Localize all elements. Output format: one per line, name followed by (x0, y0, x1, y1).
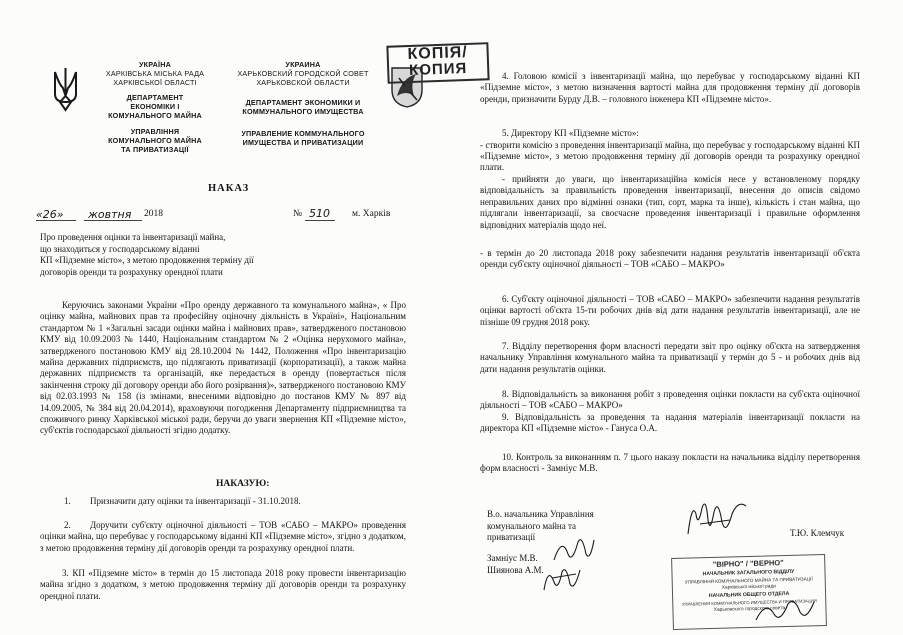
header-ua-dept-2: ЕКОНОМІКИ І (130, 102, 180, 111)
order-number-underline (305, 220, 335, 221)
item-2-text: Доручити суб'єкту оціночної діяльності – ТОВ «САБО – МАКРО» проведення оцінки майна, що перебуває у господарському віданні КП «Підземне місто», згідно з додатком, з метою продовження терміну дії договорів оренди та розрахунку орендної плати. (40, 520, 406, 553)
header-ua-admin-3: ТА ПРИВАТИЗАЦІЇ (121, 145, 189, 154)
stamp-line-4: НАЧАЛЬНИК ОБЩЕГО ОТДЕЛА (708, 590, 790, 600)
header-ua-dept-3: КОМУНАЛЬНОГО МАЙНА (108, 111, 202, 120)
signatory-position-line-3: приватизації (487, 532, 536, 542)
header-ua-country: УКРАЇНА (139, 60, 171, 69)
order-number: 510 (309, 207, 330, 220)
signatory-position-line-1: В.о. начальника Управління (487, 509, 594, 519)
header-ru-admin-1: УПРАВЛЕНИЕ КОММУНАЛЬНОГО (241, 129, 365, 138)
approver-1: Замніус М.В. (487, 553, 538, 563)
copy-stamp (386, 42, 489, 84)
approver-signature-2 (540, 560, 584, 596)
header-ru-admin-2: ИМУЩЕСТВА И ПРИВАТИЗАЦИИ (242, 138, 364, 147)
order-subject-line-4: договорів оренди та розрахунку орендної плати (40, 266, 223, 277)
order-title: НАКАЗ (208, 183, 250, 194)
header-ua-admin-2: КОМУНАЛЬНОГО МАЙНА (108, 136, 202, 145)
order-city: м. Харків (352, 209, 391, 219)
copy-stamp-line-2: КОПИЯ (408, 59, 468, 80)
preamble-paragraph: Керуючись законами України «Про оренду державного та комунального майна», « Про оцінку майна, майнових прав та професійну оціночну діяльність в Україні», Національним стандартом № 1 «Загальні засади оцінки майна і майнових прав», затвердженого постановою КМУ від 10.09.2003 № 1440, Національним стандартом № 2 «Оцінка нерухомого майна», затвердженого постановою КМУ від 28.10.2004 № 1442, Положення «Про інвентаризацію майна державних підприємств, що підлягають приватизації (корпоратизації), а також майна державних підприємств та організацій, яке передається в оренду (повертається після закінчення строку дії договору оренди або його розірвання)», затвердженого постановою КМУ від 02.03.1993 № 158 (із змінами, внесеними відповідно до постанов КМУ № 897 від 14.09.2005, № 384 від 20.04.2014), враховуючи погодження Департаменту підприємництва та споживчого ринку Харківської міської ради, беручи до уваги звернення КП «Підземне місто», суб'єктів господарської діяльності згідно додатку. (40, 300, 406, 436)
header-ua-council: ХАРКІВСЬКА МІСЬКА РАДА (105, 69, 205, 78)
header-ua-region: ХАРКІВСЬКОЇ ОБЛАСТІ (113, 78, 197, 87)
signatory-position-line-2: комунального майна та (487, 520, 577, 531)
stamp-line-5: УПРАВЛЕНИЯ КОММУНАЛЬНОГО ИМУЩЕСТВА И ПРИВАТИЗАЦИИ (681, 598, 817, 607)
header-ua-dept-1: ДЕПАРТАМЕНТ (126, 93, 184, 102)
order-date-year: 2018 (144, 209, 163, 219)
item-1-text: Призначити дату оцінки та інвентаризації - 31.10.2018. (90, 496, 301, 506)
header-ru-dept-1: ДЕПАРТАМЕНТ ЭКОНОМИКИ И (245, 98, 361, 107)
order-date-month-underline (84, 220, 142, 221)
stamp-signature (752, 596, 816, 626)
item-5-subitem-c: - в термін до 20 листопада 2018 року забезпечити надання результатів інвентаризації об'єкта оренди суб'єкту оціночної діяльності – ТОВ «САБО – МАКРО» (480, 248, 860, 270)
item-8-text: 8. Відповідальність за виконання робіт з проведення оцінки покласти на суб'єкта оціночної діяльності – ТОВ «САБО – МАКРО» (480, 389, 860, 411)
item-1-number: 1. (64, 496, 71, 506)
header-ru-country: УКРАИНА (285, 60, 321, 69)
stamp-title: "ВІРНО" / "ВЕРНО" (712, 558, 784, 569)
item-5-heading: 5. Директору КП «Підземне місто»: (502, 128, 639, 138)
signatory-name: Т.Ю. Клемчук (790, 528, 845, 538)
approver-2: Шиянова А.М. (487, 564, 544, 575)
header-ru-region: ХАРЬКОВСКОЙ ОБЛАСТИ (256, 78, 350, 87)
item-7-text: 7. Відділу перетворення форм власності передати звіт про оцінку об'єкта на затвердження начальнику Управління комунального майна та приватизації у термін до 5 - и робочих днів від дати надання результатів оцінки. (480, 341, 860, 374)
item-3-text: 3. КП «Підземне місто» в термін до 15 листопада 2018 року провести інвентаризацію майна згідно з додатком, з метою продовження терміну дії договорів оренди та розрахунку орендної плати. (40, 568, 406, 601)
copy-stamp-line-1: КОПІЯ/ (407, 43, 468, 64)
order-number-prefix: № (293, 209, 303, 219)
order-date-month: жовтня (88, 208, 132, 221)
stamp-line-3: Харківської міської ради (721, 584, 777, 591)
header-ru-dept-2: КОММУНАЛЬНОГО ИМУЩЕСТВА (242, 107, 364, 116)
orders-heading: НАКАЗУЮ: (216, 479, 270, 489)
item-5-subitem-b: - прийняти до уваги, що інвентаризаційна комісія несе у встановленому порядку відповідальність за правильність проведення інвентаризації, внесення до описів свідомо неправильних даних про відмінні ознаки (тип, сорт, марка та інше), кількість і стан майна, що підлягали інвентаризації, за своєчасне проведення інвентаризації і правильне оформлення відповідних матеріалів щодо неї. (480, 174, 860, 230)
header-ru-council: ХАРЬКОВСКИЙ ГОРОДСКОЙ СОВЕТ (237, 69, 369, 78)
stamp-line-2: УПРАВЛІННЯ КОМУНАЛЬНОГО МАЙНА ТА ПРИВАТИЗАЦІЇ (684, 576, 813, 585)
item-5-subitem-a: - створити комісію з проведення інвентаризації майна, що перебуває у господарському віданні КП «Підземне місто», з метою продовження терміну дії договорів оренди та розрахунку орендної плати. (480, 139, 860, 173)
ukraine-trident-icon (52, 66, 79, 112)
item-10-text: 10. Контроль за виконанням п. 7 цього наказу покласти на начальника відділу перетворення форм власності - Замніус М.В. (480, 452, 860, 474)
order-date-day-underline (36, 220, 76, 221)
order-date-day: «26» (36, 208, 64, 221)
header-ua-admin-1: УПРАВЛІННЯ (130, 127, 180, 136)
item-4-text: 4. Головою комісії з інвентаризації майна, що перебуває у господарському віданні КП «Підземне місто», з метою визначення вартості майна для продовження терміну дії договорів оренди, призначити Бурду Д.В. – головного інженера КП «Підземне місто». (480, 71, 860, 104)
order-subject-line-1: Про проведення оцінки та інвентаризації майна, (40, 232, 226, 242)
order-subject-line-3: КП «Підземне місто», з метою продовження терміну дії (40, 255, 254, 265)
head-signature (682, 494, 752, 542)
item-2-number: 2. (64, 520, 71, 530)
stamp-line-6: Харьковского городского совета (713, 606, 786, 613)
stamp-line-1: НАЧАЛЬНИК ЗАГАЛЬНОГО ВІДДІЛУ (702, 568, 795, 578)
item-6-text: 6. Суб'єкту оціночної діяльності – ТОВ «САБО – МАКРО» забезпечити надання результатів оцінки вартості об'єкта 15-ти робочих днів від дати надання результатів інвентаризації, але не пізніше 09 грудня 2018 року. (480, 294, 860, 327)
order-subject-line-2: що знаходиться у господарському віданні (40, 243, 200, 254)
item-9-text: 9. Відповідальність за проведення та надання матеріалів інвентаризації покласти на директора КП «Підземне місто» - Гануса О.А. (480, 412, 860, 434)
